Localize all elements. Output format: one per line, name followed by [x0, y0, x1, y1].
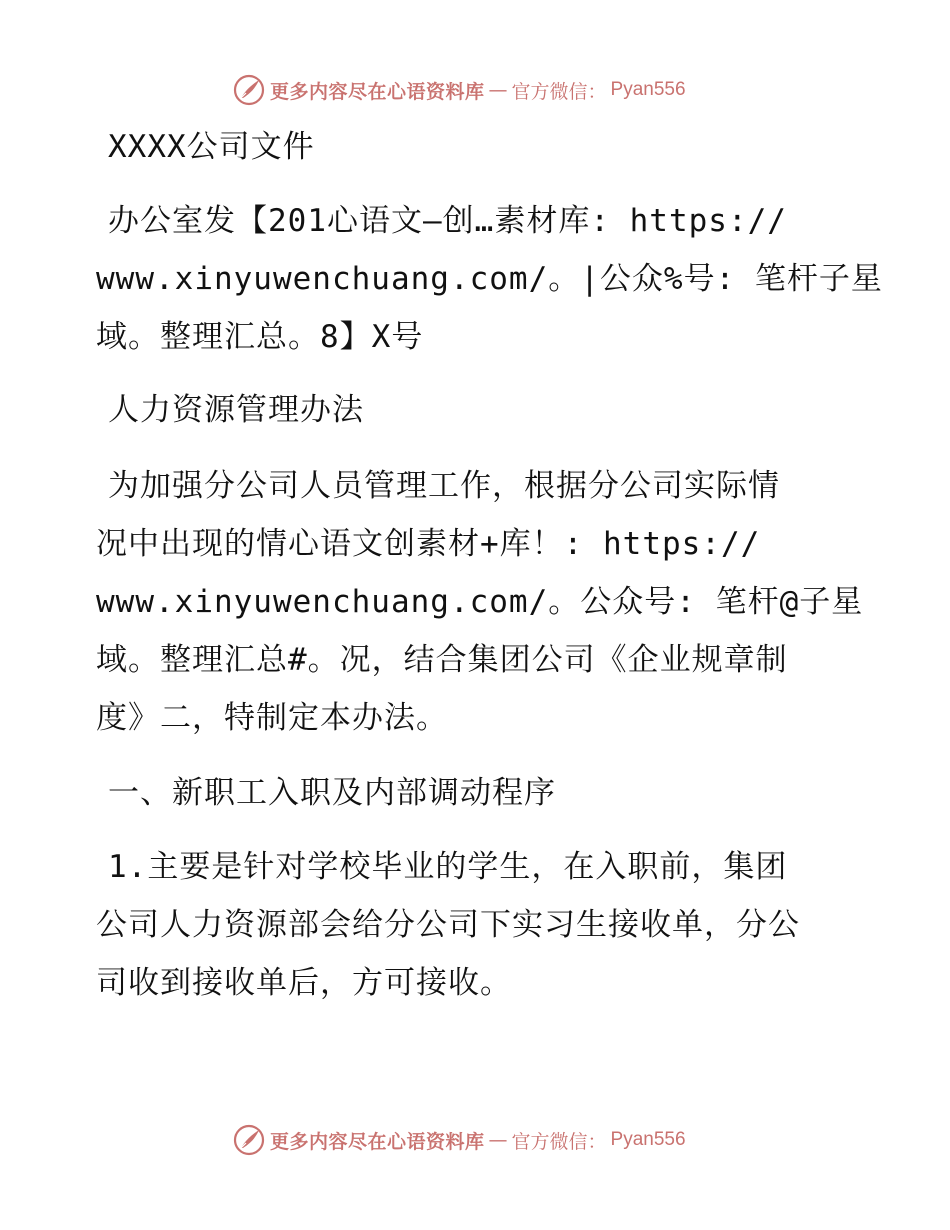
watermark-wechat-label: 官方微信：	[511, 80, 607, 103]
watermark-separator: —	[488, 1129, 508, 1151]
intro-line: 为加强分公司人员管理工作，根据分公司实际情	[108, 468, 780, 504]
item-line: 司收到接收单后，方可接收。	[96, 965, 512, 1001]
item-paragraph	[96, 838, 856, 1012]
doc-number-line: www.xinyuwenchuang.com/。|公众%号: 笔杆子星	[96, 261, 883, 297]
watermark-wechat-id: Pyan556	[610, 79, 686, 100]
header-watermark	[232, 72, 686, 108]
watermark-wechat-id: Pyan556	[610, 1129, 686, 1150]
doc-number-line: 域。整理汇总。8】X号	[96, 319, 424, 355]
intro-line: www.xinyuwenchuang.com/。公众号: 笔杆@子星	[96, 584, 864, 620]
section-heading: 一、新职工入职及内部调动程序	[108, 775, 556, 811]
intro-line: 度》二，特制定本办法。	[96, 700, 448, 736]
company-title: XXXX公司文件	[108, 129, 315, 165]
watermark-wechat-label: 官方微信：	[511, 1130, 607, 1153]
footer-watermark	[232, 1122, 686, 1158]
doc-number-line: 办公室发【201心语文—创…素材库: https://	[108, 203, 787, 239]
intro-line: 域。整理汇总#。况，结合集团公司《企业规章制	[96, 642, 788, 678]
quill-logo-icon	[232, 73, 266, 107]
watermark-text: 更多内容尽在心语资料库	[270, 80, 485, 103]
intro-line: 况中出现的情心语文创素材+库！: https://	[96, 526, 761, 562]
doc-title-block	[96, 381, 856, 439]
company-title-block	[96, 118, 856, 176]
doc-title: 人力资源管理办法	[108, 392, 364, 428]
section-heading-block	[96, 764, 856, 822]
quill-logo-icon	[232, 1123, 266, 1157]
watermark-text: 更多内容尽在心语资料库	[270, 1130, 485, 1153]
item-line: 公司人力资源部会给分公司下实习生接收单，分公	[96, 907, 800, 943]
intro-paragraph	[96, 457, 864, 747]
doc-number-block	[96, 192, 883, 366]
item-line: 1.主要是针对学校毕业的学生，在入职前，集团	[108, 849, 788, 885]
watermark-separator: —	[488, 79, 508, 101]
